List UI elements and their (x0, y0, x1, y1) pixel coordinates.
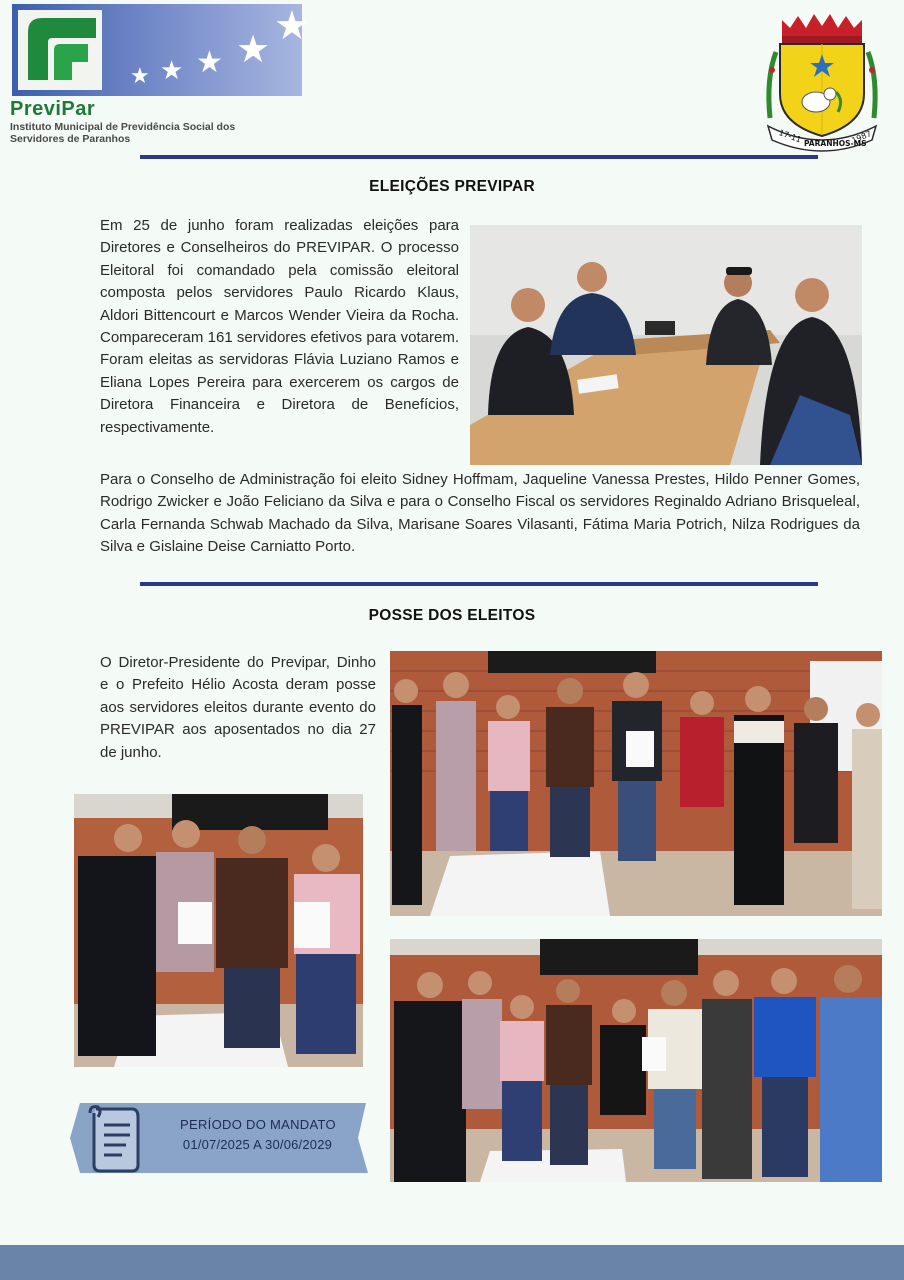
photo-four-elected (74, 794, 363, 1067)
previpar-mark-icon (18, 10, 102, 90)
star-icon: ★ (196, 45, 223, 80)
logo-banner (12, 3, 310, 96)
councils-paragraph: Para o Conselho de Administração foi eleito Sidney Hoffmam, Jaqueline Vanessa Prestes, Hildo Penner Gomes, Rodrigo Zwicker e João Feliciano da Silva e para o Conselho Fiscal os servidores Reginaldo Adriano Brisqueleal, Carla Fernanda Schwab Machado da Silva, Marisane Soares Vilasanti, Fátima Maria Potrich, Nilza Rodrigues da Silva e Gislaine Deise Carniatto Porto. (100, 471, 860, 556)
photo-election-committee (470, 225, 862, 465)
scroll-document-icon (86, 1103, 146, 1175)
mandate-period-badge (70, 1097, 370, 1179)
crest-year-right: 1987 (850, 129, 873, 146)
photo-group-inauguration (390, 651, 882, 916)
crest-year-left: 17-11 (777, 128, 803, 145)
photo-group-signing (390, 939, 882, 1182)
mandate-dates: 01/07/2025 A 30/06/2029 (182, 1137, 333, 1152)
section-title-inauguration: POSSE DOS ELEITOS (368, 607, 536, 624)
star-icon: ★ (274, 3, 310, 49)
inauguration-paragraph: O Diretor-Presidente do Previpar, Dinho e o Prefeito Hélio Acosta deram posse aos servidores eleitos durante evento do PREVIPAR aos aposentados no dia 27 de junho. (100, 654, 376, 761)
divider (140, 155, 818, 159)
elections-paragraph: Em 25 de junho foram realizadas eleições para Diretores e Conselheiros do PREVIPAR. O processo Eleitoral foi comandado pela comissão eleitoral composta pelos servidores Paulo Ricardo Klaus, Aldori Bittencourt e Marcos Wender Vieira da Rocha. Compareceram 161 servidores efetivos para votarem. Foram eleitas as servidoras Flávia Luziano Ramos e Eliana Lopes Pereira para exercerem os cargos de Diretora Financeira e Diretora de Benefícios, respectivamente. (100, 217, 459, 436)
logo-subtitle-line: Instituto Municipal de Previdência Social dos (10, 121, 236, 133)
star-icon: ★ (160, 56, 184, 86)
municipal-crest-icon (760, 8, 884, 150)
logo-subtitle-line: Servidores de Paranhos (10, 133, 131, 145)
previpar-logo (0, 0, 310, 150)
logo-subtitle (10, 121, 305, 145)
star-icon: ★ (130, 64, 150, 89)
divider (140, 582, 818, 586)
mandate-title: PERÍODO DO MANDATO (180, 1117, 336, 1132)
footer-bar (0, 1245, 904, 1280)
crest-city: PARANHOS-MS (804, 139, 867, 148)
logo-name: PreviPar (10, 98, 96, 120)
section-title-elections: ELEIÇÕES PREVIPAR (369, 178, 535, 195)
star-icon: ★ (236, 27, 271, 71)
